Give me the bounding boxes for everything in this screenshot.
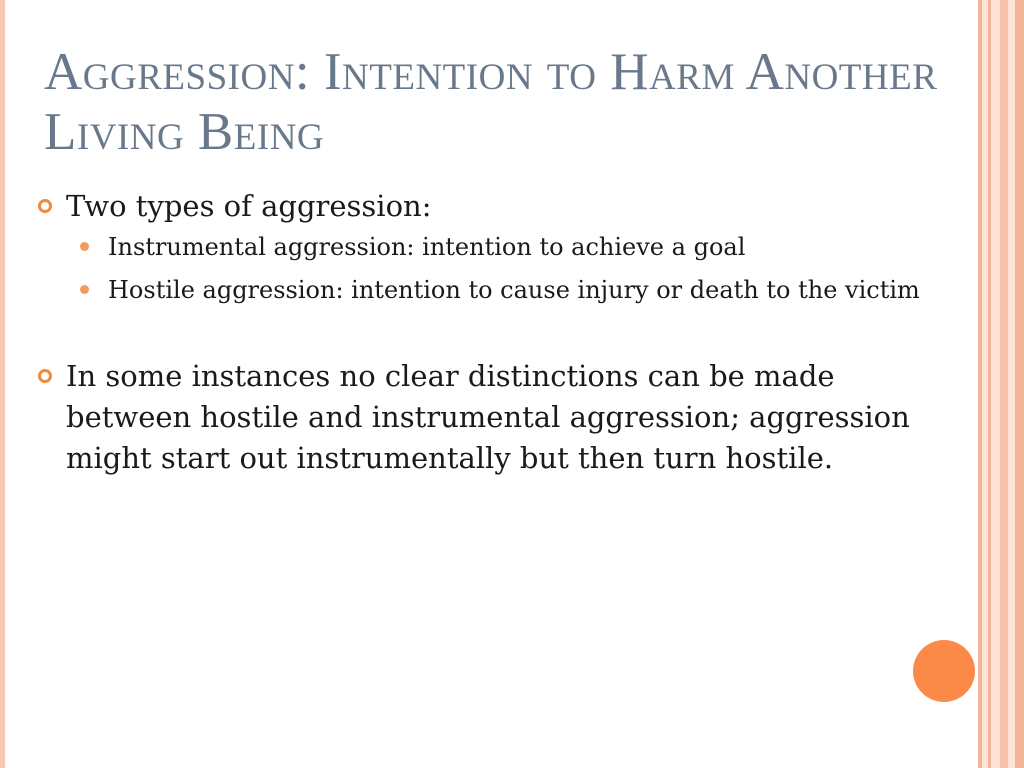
filled-dot-bullet-icon xyxy=(80,285,89,294)
sub-bullet-item xyxy=(80,230,963,265)
filled-dot-bullet-icon xyxy=(80,242,89,251)
right-decorative-stripe xyxy=(1015,0,1024,768)
slide-body xyxy=(38,186,963,479)
sub-bullet-item xyxy=(80,273,963,308)
bullet-text: In some instances no clear distinctions can be made between hostile and instrumental aggression; aggression might start out instrumentally but then turn hostile. xyxy=(66,359,910,475)
sub-bullet-list xyxy=(80,230,963,308)
bullet-text: Two types of aggression: xyxy=(66,189,432,223)
sub-bullet-text: Instrumental aggression: intention to achieve a goal xyxy=(108,233,746,261)
orange-circle-decoration xyxy=(913,640,975,702)
bullet-item xyxy=(38,186,963,226)
right-decorative-stripe xyxy=(1008,0,1015,768)
left-edge-stripe xyxy=(0,0,5,768)
hollow-circle-bullet-icon xyxy=(38,369,52,383)
sub-bullet-text: Hostile aggression: intention to cause injury or death to the victim xyxy=(108,276,920,304)
right-decorative-stripe xyxy=(1000,0,1008,768)
bullet-item xyxy=(38,356,963,479)
hollow-circle-bullet-icon xyxy=(38,199,52,213)
right-decorative-stripe xyxy=(991,0,1000,768)
slide-title: Aggression: Intention to Harm Another Living Being xyxy=(44,43,938,161)
